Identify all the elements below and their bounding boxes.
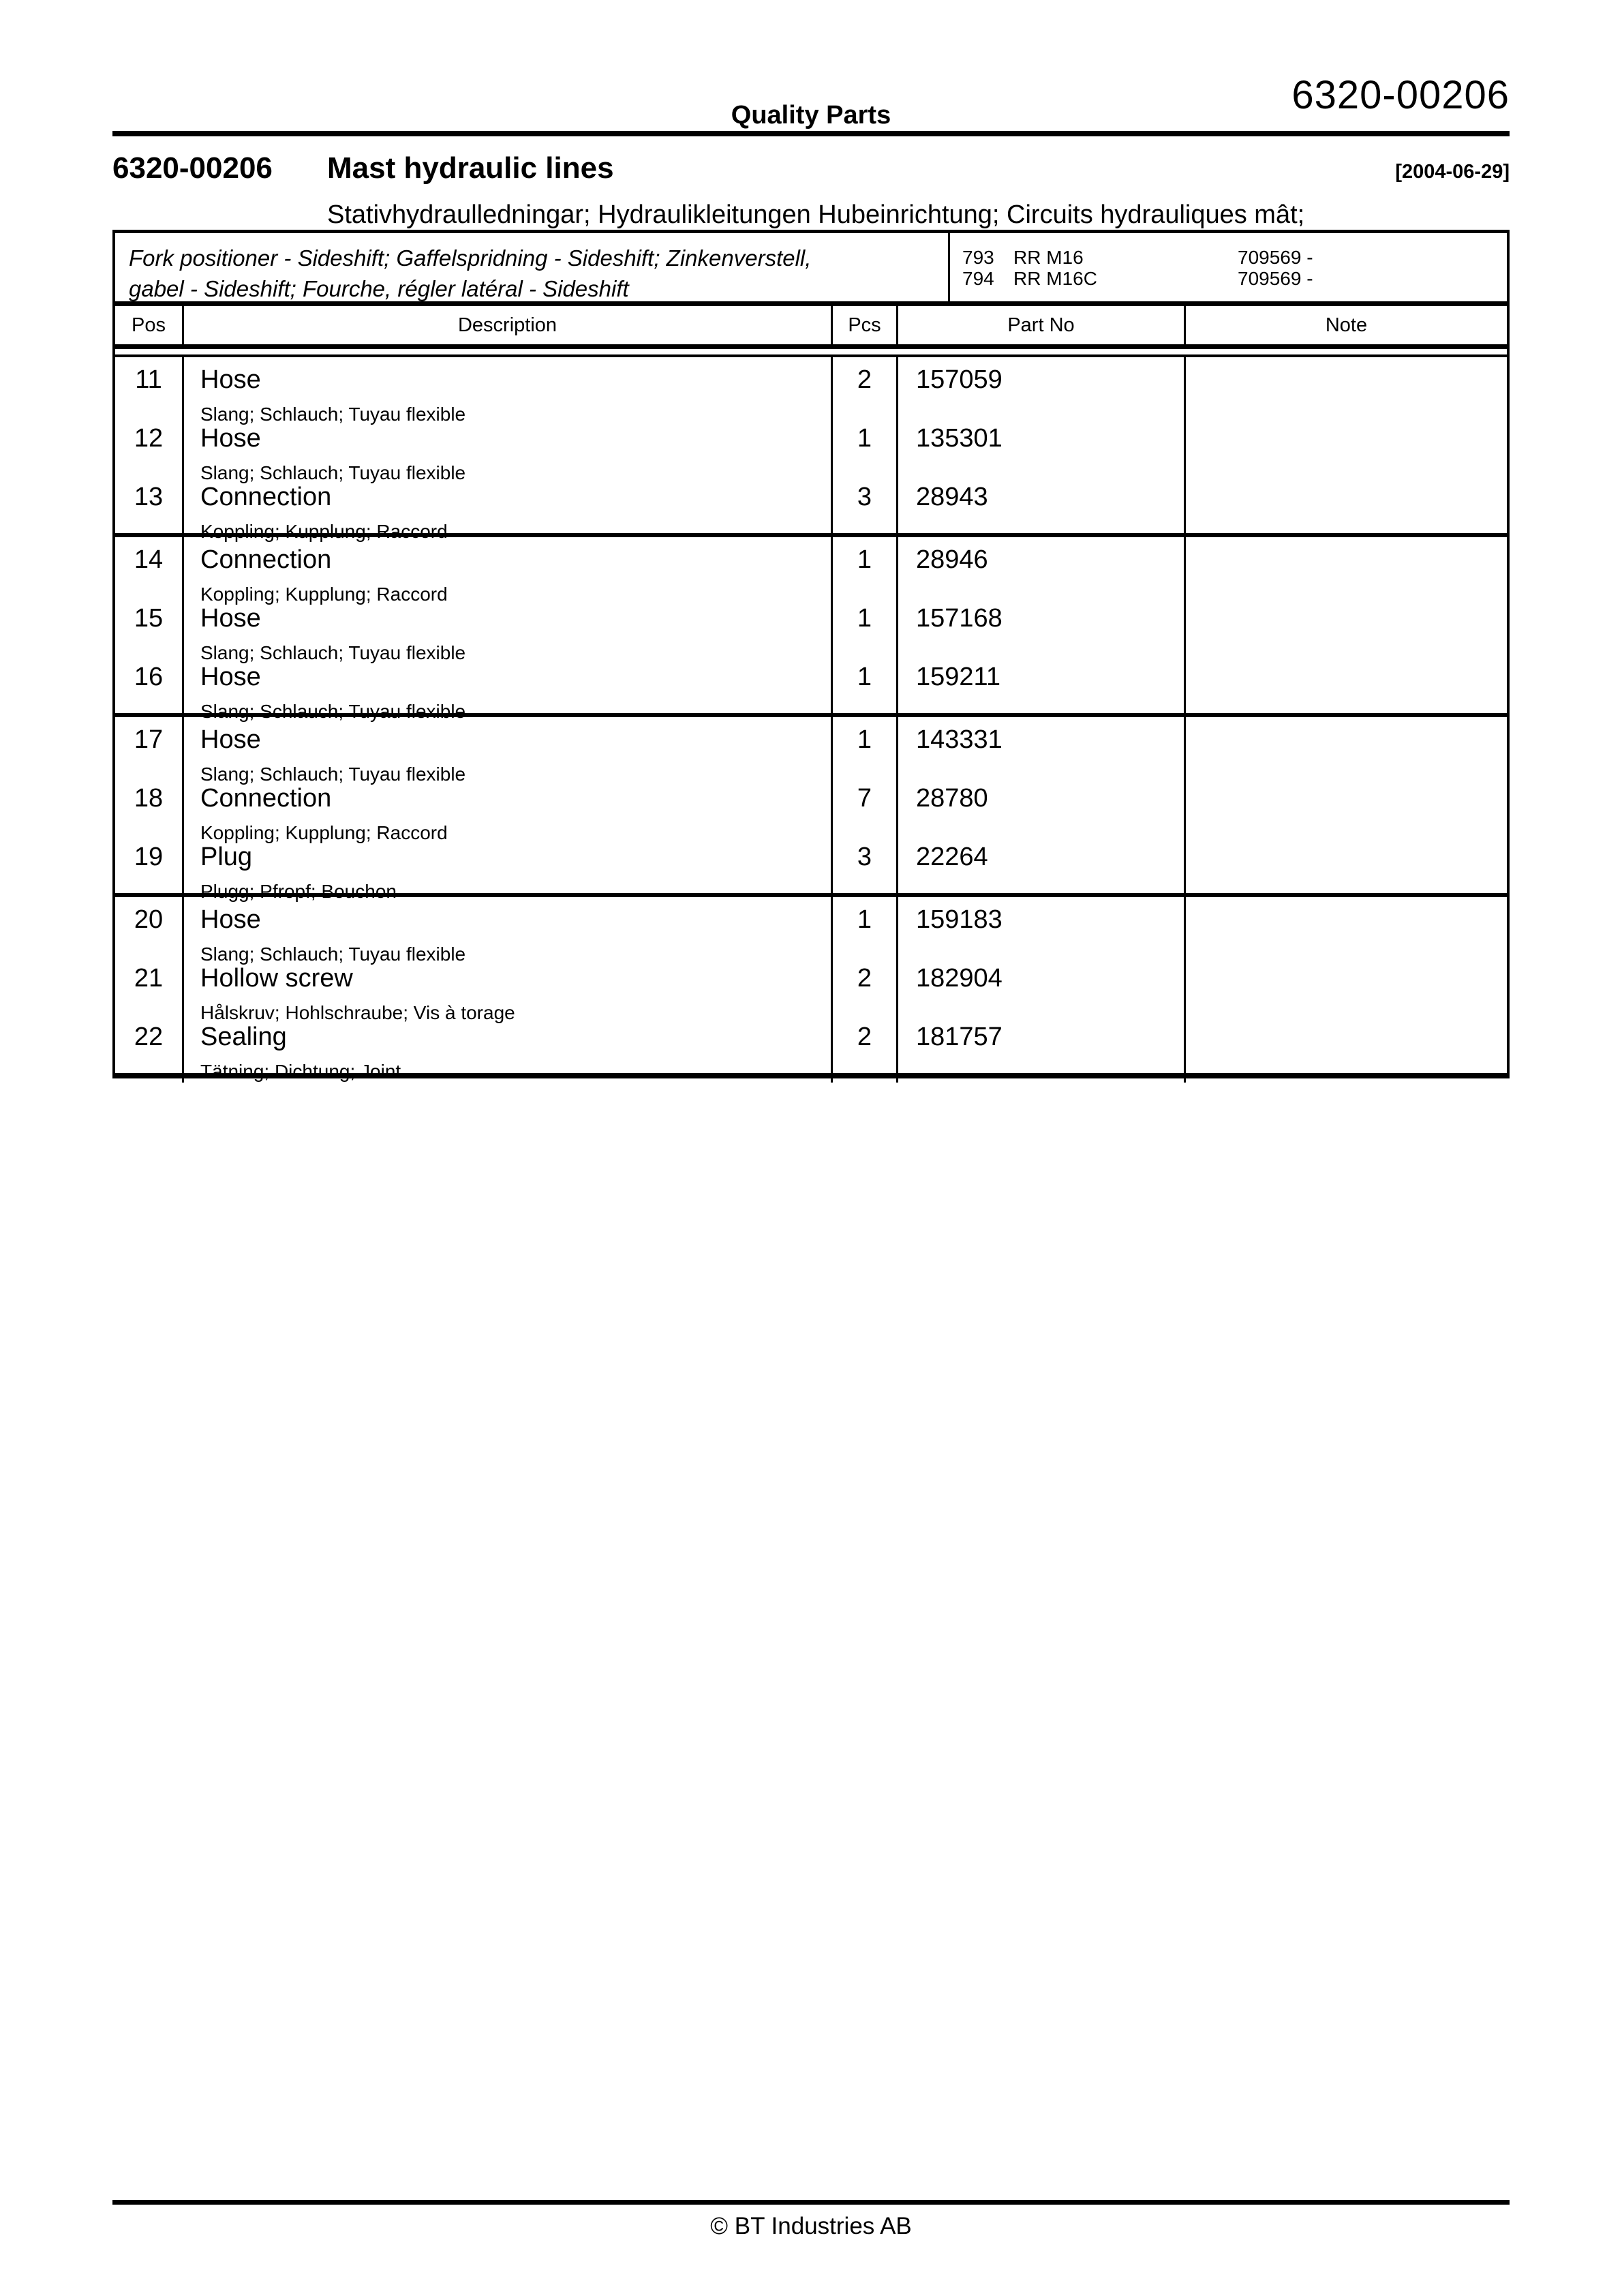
row-note (1184, 776, 1507, 844)
row-note (1184, 416, 1507, 484)
row-pos: 21 (134, 964, 164, 993)
column-header-part-no: Part No (896, 306, 1184, 344)
table-row (115, 717, 1507, 785)
row-description-cell (182, 956, 831, 1024)
row-description-cell (182, 416, 831, 484)
row-pcs: 1 (831, 416, 896, 484)
row-description: Plug (200, 843, 253, 871)
header-separator-double-line (115, 344, 1507, 357)
row-pcs: 1 (831, 596, 896, 664)
row-part-no: 28946 (896, 537, 1184, 605)
row-description: Hose (200, 663, 261, 691)
title-translations: Stativhydraulledningar; Hydraulikleitungen Hubeinrichtung; Circuits hydrauliques mât; (327, 200, 1305, 229)
row-part-no: 28943 (896, 474, 1184, 543)
page-title: Mast hydraulic lines (327, 151, 614, 185)
row-description: Connection (200, 784, 332, 813)
row-pcs: 7 (831, 776, 896, 844)
row-pcs: 3 (831, 834, 896, 903)
column-header-pcs: Pcs (831, 306, 896, 344)
parts-group (115, 897, 1507, 1082)
row-note (1184, 474, 1507, 543)
row-pcs: 2 (831, 1014, 896, 1083)
table-row (115, 1014, 1507, 1082)
row-note (1184, 1014, 1507, 1083)
row-description-cell (182, 897, 831, 965)
footer-copyright: © BT Industries AB (710, 2213, 912, 2239)
row-description: Hollow screw (200, 964, 353, 993)
row-pos: 20 (134, 905, 164, 934)
model-row (962, 268, 1507, 289)
table-column-headers (115, 306, 1507, 344)
row-pcs: 1 (831, 654, 896, 723)
table-row (115, 897, 1507, 965)
row-part-no: 28780 (896, 776, 1184, 844)
row-part-no: 159211 (896, 654, 1184, 723)
header-rule (112, 131, 1510, 136)
row-pcs: 2 (831, 956, 896, 1024)
row-description-translations: Hålskruv; Hohlschraube; Vis à torage (200, 1002, 515, 1023)
row-pcs: 1 (831, 537, 896, 605)
row-note (1184, 956, 1507, 1024)
row-description-cell (182, 654, 831, 723)
table-row (115, 474, 1507, 542)
document-code: 6320-00206 (112, 151, 273, 185)
model-list (948, 233, 1507, 304)
row-pcs: 2 (831, 357, 896, 425)
row-note (1184, 717, 1507, 785)
table-row (115, 357, 1507, 425)
row-pos: 12 (134, 424, 164, 453)
parts-table (112, 230, 1510, 1082)
row-description-cell (182, 1014, 831, 1083)
parts-group (115, 357, 1507, 542)
row-pos: 14 (134, 545, 164, 574)
variant-info-box (115, 230, 1507, 306)
row-pos: 16 (134, 663, 164, 691)
parts-group (115, 537, 1507, 722)
row-pos: 22 (134, 1023, 164, 1051)
row-description-translations: Slang; Schlauch; Tuyau flexible (200, 701, 466, 722)
row-description: Hose (200, 424, 261, 453)
row-description-translations: Slang; Schlauch; Tuyau flexible (200, 404, 466, 425)
row-pos: 17 (134, 725, 164, 754)
row-description: Connection (200, 483, 332, 511)
column-header-note: Note (1184, 306, 1507, 344)
row-description: Hose (200, 905, 261, 934)
table-row (115, 416, 1507, 483)
row-pcs: 1 (831, 897, 896, 965)
brand-header: Quality Parts (731, 101, 891, 130)
row-description-translations: Koppling; Kupplung; Raccord (200, 521, 448, 542)
table-row (115, 834, 1507, 902)
row-pos: 18 (134, 784, 164, 813)
row-part-no: 143331 (896, 717, 1184, 785)
row-part-no: 22264 (896, 834, 1184, 903)
row-pcs: 3 (831, 474, 896, 543)
row-description-cell (182, 537, 831, 605)
row-part-no: 182904 (896, 956, 1184, 1024)
revision-date: [2004-06-29] (1395, 161, 1510, 183)
row-part-no: 159183 (896, 897, 1184, 965)
model-code: 793 (962, 247, 994, 268)
row-note (1184, 834, 1507, 903)
table-row (115, 956, 1507, 1023)
title-line (112, 151, 1510, 185)
row-description-cell (182, 717, 831, 785)
row-note (1184, 357, 1507, 425)
row-description-translations: Plugg; Pfropf; Bouchon (200, 881, 397, 902)
row-description-translations: Tätning; Dichtung; Joint (200, 1061, 401, 1082)
table-row (115, 776, 1507, 843)
row-part-no: 135301 (896, 416, 1184, 484)
model-serial: 709569 - (1238, 247, 1313, 268)
row-description-cell (182, 474, 831, 543)
table-row (115, 596, 1507, 663)
row-description: Sealing (200, 1023, 287, 1051)
row-part-no: 157059 (896, 357, 1184, 425)
row-description-translations: Slang; Schlauch; Tuyau flexible (200, 764, 466, 785)
page-number-code: 6320-00206 (1291, 73, 1510, 117)
row-description-translations: Slang; Schlauch; Tuyau flexible (200, 642, 466, 663)
row-description-translations: Slang; Schlauch; Tuyau flexible (200, 943, 466, 965)
row-note (1184, 537, 1507, 605)
model-serial: 709569 - (1238, 268, 1313, 289)
table-body (115, 357, 1507, 1082)
row-description: Hose (200, 365, 261, 394)
footer-rule (112, 2200, 1510, 2205)
row-description-cell (182, 834, 831, 903)
row-pos: 19 (134, 843, 164, 871)
row-description-translations: Koppling; Kupplung; Raccord (200, 584, 448, 605)
parts-group (115, 717, 1507, 902)
row-description: Connection (200, 545, 332, 574)
row-pcs: 1 (831, 717, 896, 785)
row-part-no: 157168 (896, 596, 1184, 664)
row-description: Hose (200, 725, 261, 754)
row-description-translations: Koppling; Kupplung; Raccord (200, 822, 448, 843)
row-note (1184, 596, 1507, 664)
row-description-cell (182, 596, 831, 664)
row-description: Hose (200, 604, 261, 633)
column-header-description: Description (182, 306, 831, 344)
row-pos: 13 (134, 483, 164, 511)
variant-description (115, 233, 948, 304)
model-code: 794 (962, 268, 994, 289)
row-pos: 11 (135, 365, 162, 394)
row-pos: 15 (134, 604, 164, 633)
table-row (115, 654, 1507, 722)
model-name: RR M16 (1013, 247, 1084, 268)
model-row (962, 247, 1507, 268)
row-note (1184, 897, 1507, 965)
model-name: RR M16C (1013, 268, 1097, 289)
table-row (115, 537, 1507, 605)
variant-line-1: Fork positioner - Sideshift; Gaffelspridning - Sideshift; Zinkenverstell, (129, 245, 812, 271)
row-description-cell (182, 776, 831, 844)
column-header-pos: Pos (132, 314, 166, 336)
row-description-translations: Slang; Schlauch; Tuyau flexible (200, 462, 466, 483)
row-part-no: 181757 (896, 1014, 1184, 1083)
row-note (1184, 654, 1507, 723)
variant-line-2: gabel - Sideshift; Fourche, régler latéral - Sideshift (129, 276, 629, 301)
row-description-cell (182, 357, 831, 425)
